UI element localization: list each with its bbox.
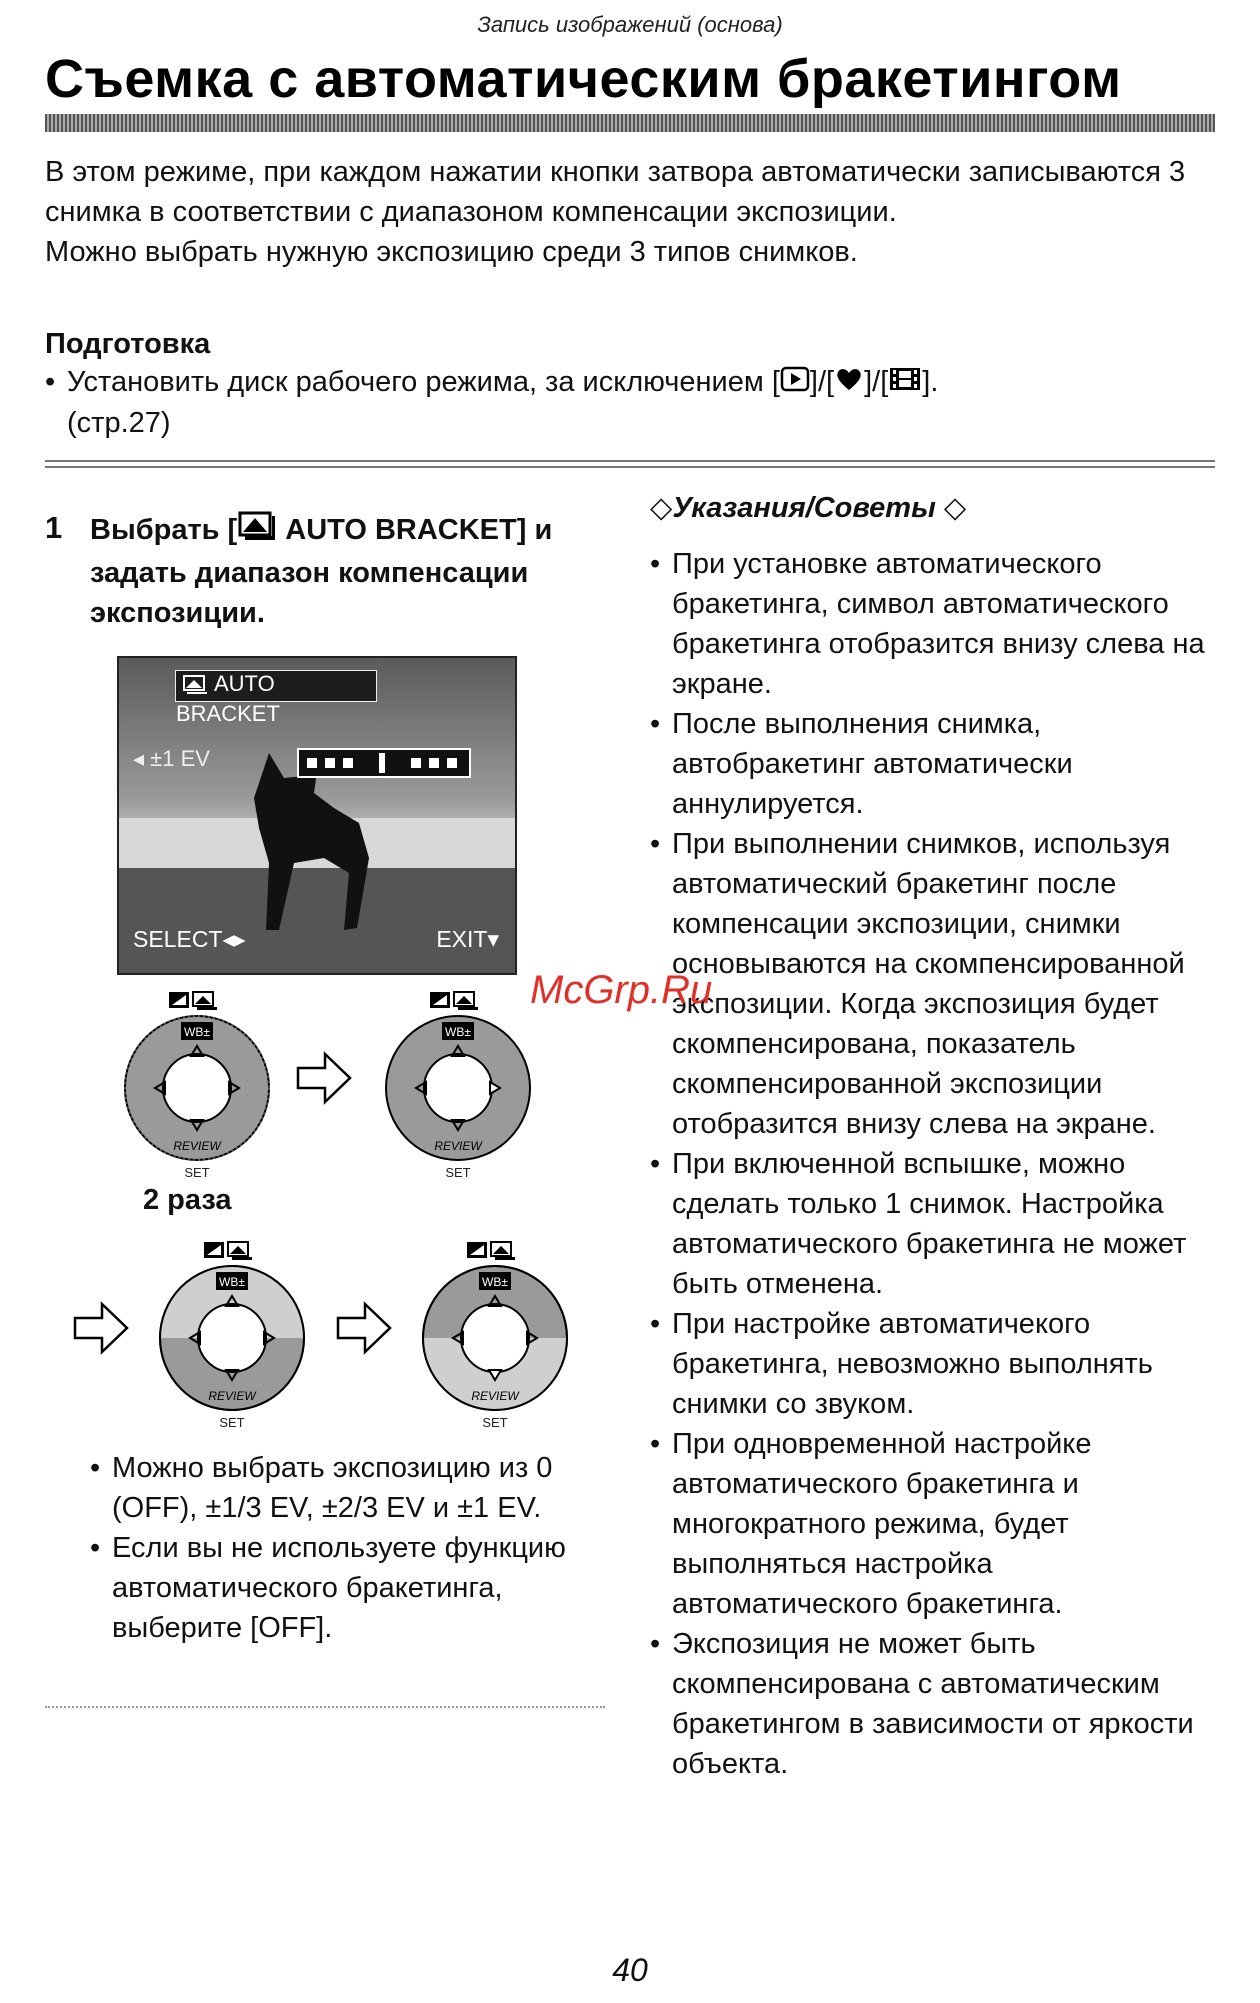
- dial-diagram-4: [415, 1240, 575, 1435]
- next-arrow-icon: [72, 1300, 130, 1361]
- lcd-left-arrow-icon: ◂: [133, 746, 145, 771]
- list-item: • После выполнения снимка, автобракетинг автоматически аннулируется.: [650, 704, 1225, 824]
- left-notes-list: [90, 1448, 595, 1648]
- dial-wb-label: WB±: [219, 1275, 245, 1289]
- tips-heading: [650, 490, 966, 525]
- prep-text: • Установить диск рабочего режима, за исключением [ ]/[ ]/[ ]. (стр.27): [45, 362, 1215, 443]
- dial-set-label: SET: [482, 1415, 508, 1430]
- lcd-down-icon: ▾: [487, 926, 499, 952]
- dial-wb-label: WB±: [482, 1275, 508, 1289]
- lcd-ev-scale-marks: [299, 750, 469, 776]
- heart-mode-icon: [834, 363, 864, 403]
- step-instruction: [90, 510, 600, 633]
- section-divider: [45, 460, 1215, 468]
- step-text-after: AUTO BRACKET] и задать диапазон компенсации экспозиции.: [90, 514, 553, 629]
- playback-mode-icon: [780, 363, 810, 403]
- lcd-select-hint: [133, 926, 246, 953]
- header-note: Запись изображений (основа): [477, 12, 783, 37]
- next-arrow-icon: [335, 1300, 393, 1361]
- prep-heading: Подготовка: [45, 328, 211, 360]
- tips-list: [650, 544, 1225, 1784]
- lcd-select-label: SELECT: [133, 926, 223, 952]
- page-number: 40: [612, 1952, 648, 1988]
- movie-mode-icon: [888, 363, 922, 403]
- list-item: • При настройке автоматичекого бракетинга, невозможно выполнять снимки со звуком.: [650, 1304, 1225, 1424]
- page-title: Съемка с автоматическим бракетингом: [45, 49, 1122, 109]
- lcd-left-right-icon: ◂▸: [222, 926, 246, 952]
- exposure-bracket-icons: [204, 1242, 252, 1260]
- lcd-ev-value: [133, 746, 210, 772]
- lcd-title: AUTO BRACKET: [176, 671, 280, 727]
- dial-review-label: REVIEW: [471, 1389, 519, 1403]
- dial-review-label: REVIEW: [434, 1139, 482, 1153]
- list-item: • При включенной вспышке, можно сделать только 1 снимок. Настройка автоматического бракетинга не может быть отменена.: [650, 1144, 1225, 1304]
- dial-set-label: SET: [219, 1415, 245, 1430]
- prep-text-after: ].: [922, 366, 939, 398]
- intro-text: [45, 152, 1215, 272]
- lcd-title-box: [175, 670, 377, 727]
- dial-review-label: REVIEW: [208, 1389, 256, 1403]
- next-arrow-icon: [295, 1050, 353, 1111]
- step-number: 1: [45, 510, 63, 545]
- dial-set-label: SET: [445, 1165, 471, 1180]
- list-item: • Если вы не используете функцию автоматического бракетинга, выберите [OFF].: [90, 1528, 595, 1648]
- step-end-divider: [45, 1706, 605, 1708]
- prep-sep: ]/[: [864, 366, 889, 398]
- tips-heading-text: Указания/Советы: [672, 492, 936, 524]
- lcd-exit-hint: [436, 926, 499, 953]
- step-text-before: Выбрать [: [90, 514, 238, 547]
- prep-sep: ]/[: [809, 366, 835, 398]
- intro-paragraph: В этом режиме, при каждом нажатии кнопки затвора автоматически записываются 3 снимка в соответствии с диапазоном компенсации экспозиции.: [45, 156, 1186, 228]
- exposure-bracket-icons: [430, 992, 478, 1010]
- exposure-bracket-icons: [169, 992, 217, 1010]
- press-count-label: 2 раза: [143, 1184, 232, 1216]
- list-item: • При выполнении снимков, используя автоматический бракетинг после компенсации экспозиции, снимки основываются на скомпенсированной экспозиции. Когда экспозиция будет скомпенсирована, показатель скомпенсированной экспозиции отобразится внизу слева на экране.: [650, 824, 1225, 1144]
- dial-diagram-2: [378, 990, 538, 1185]
- list-item: • Экспозиция не может быть скомпенсирована с автоматическим бракетингом в зависимости от яркости объекта.: [650, 1624, 1225, 1784]
- dial-diagram-1: [117, 990, 277, 1185]
- list-item: • Можно выбрать экспозицию из 0 (OFF), ±1/3 EV, ±2/3 EV и ±1 EV.: [90, 1448, 595, 1528]
- dial-diagram-3: [152, 1240, 312, 1435]
- dial-set-label: SET: [184, 1165, 210, 1180]
- camera-lcd-screen: [117, 656, 517, 975]
- watermark: McGrp.Ru: [530, 968, 713, 1012]
- prep-page-ref: (стр.27): [67, 407, 171, 440]
- diamond-icon: ◇: [650, 492, 673, 524]
- dial-wb-label: WB±: [184, 1025, 210, 1039]
- list-item: • При одновременной настройке автоматического бракетинга и многократного режима, будет выполняться настройка автоматического бракетинга.: [650, 1424, 1225, 1624]
- intro-paragraph: Можно выбрать нужную экспозицию среди 3 типов снимков.: [45, 236, 858, 268]
- dial-wb-label: WB±: [445, 1025, 471, 1039]
- list-item: • При установке автоматического бракетинга, символ автоматического бракетинга отобразится внизу слева на экране.: [650, 544, 1225, 704]
- prep-text-before: Установить диск рабочего режима, за исключением [: [67, 366, 780, 398]
- lcd-ev-text: ±1 EV: [150, 746, 210, 771]
- lcd-ev-scale[interactable]: [297, 748, 471, 778]
- diamond-icon: ◇: [943, 492, 967, 524]
- title-underline: [45, 114, 1215, 132]
- exposure-bracket-icons: [467, 1242, 515, 1260]
- lcd-bracket-icon: [182, 674, 210, 701]
- lcd-exit-label: EXIT: [436, 926, 488, 952]
- auto-bracket-icon: [237, 510, 277, 553]
- dial-review-label: REVIEW: [173, 1139, 221, 1153]
